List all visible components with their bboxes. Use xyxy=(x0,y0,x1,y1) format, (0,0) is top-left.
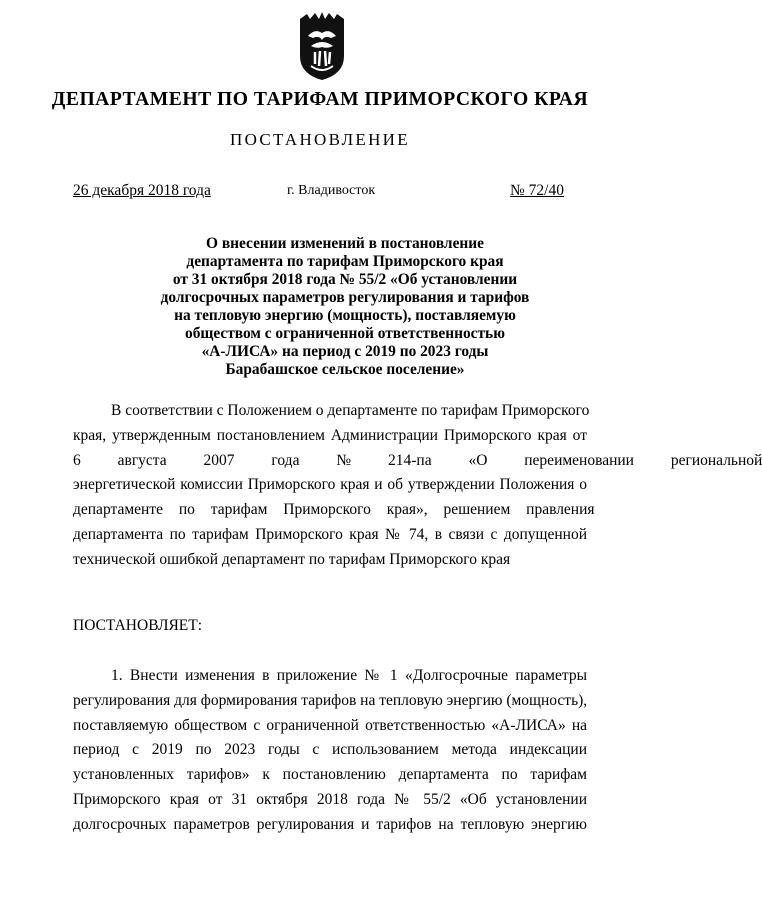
resolve-heading: ПОСТАНОВЛЯЕТ: xyxy=(73,617,203,634)
document-date: 26 декабря 2018 года xyxy=(73,182,211,199)
department-title: ДЕПАРТАМЕНТ ПО ТАРИФАМ ПРИМОРСКОГО КРАЯ xyxy=(51,89,589,110)
paragraph-line: департамента по тарифам Приморского края № 74, в связи с допущенной xyxy=(73,525,587,543)
subject-line: О внесении изменений в постановление xyxy=(206,235,484,252)
document-type: ПОСТАНОВЛЕНИЕ xyxy=(230,130,410,149)
subject-line: обществом с ограниченной ответственностью xyxy=(185,325,505,342)
subject-line: на тепловую энергию (мощность), поставляемую xyxy=(174,307,516,324)
item-1-paragraph xyxy=(73,664,587,838)
subject-line: «А-ЛИСА» на период с 2019 по 2023 годы xyxy=(201,343,489,360)
subject-line: Барабашское сельское поселение» xyxy=(225,361,465,378)
paragraph-line: Приморского края от 31 октября 2018 года № 55/2 «Об установлении xyxy=(73,790,587,808)
paragraph-line: 6 августа 2007 года № 214-па «О переименовании региональной xyxy=(73,451,762,469)
document-number: № 72/40 xyxy=(510,182,564,199)
paragraph-line: долгосрочных параметров регулирования и тарифов на тепловую энергию xyxy=(73,815,587,833)
document-subject xyxy=(130,235,560,379)
subject-line: департамента по тарифам Приморского края xyxy=(186,253,504,270)
paragraph-line: установленных тарифов» к постановлению департамента по тарифам xyxy=(73,766,587,784)
coat-of-arms-icon xyxy=(297,16,347,82)
paragraph-line: департаменте по тарифам Приморского края», решением правления xyxy=(73,501,595,519)
subject-line: долгосрочных параметров регулирования и тарифов xyxy=(160,289,530,306)
paragraph-line: период с 2019 по 2023 годы с использованием метода индексации xyxy=(73,741,587,759)
preamble-paragraph xyxy=(73,399,762,573)
paragraph-line: поставляемую обществом с ограниченной ответственностью «А-ЛИСА» на xyxy=(73,716,587,734)
subject-line: от 31 октября 2018 года № 55/2 «Об установлении xyxy=(172,271,518,288)
paragraph-line: энергетической комиссии Приморского края и об утверждении Положения о xyxy=(73,476,587,494)
paragraph-line: 1. Внести изменения в приложение № 1 «Долгосрочные параметры xyxy=(111,667,587,684)
paragraph-line: регулирования для формирования тарифов на тепловую энергию (мощность), xyxy=(73,691,588,709)
document-city: г. Владивосток xyxy=(287,183,376,198)
paragraph-line: В соответствии с Положением о департаменте по тарифам Приморского xyxy=(111,402,590,419)
paragraph-line: края, утвержденным постановлением Администрации Приморского края от xyxy=(73,426,587,444)
paragraph-line: технической ошибкой департамент по тарифам Приморского края xyxy=(73,550,511,568)
